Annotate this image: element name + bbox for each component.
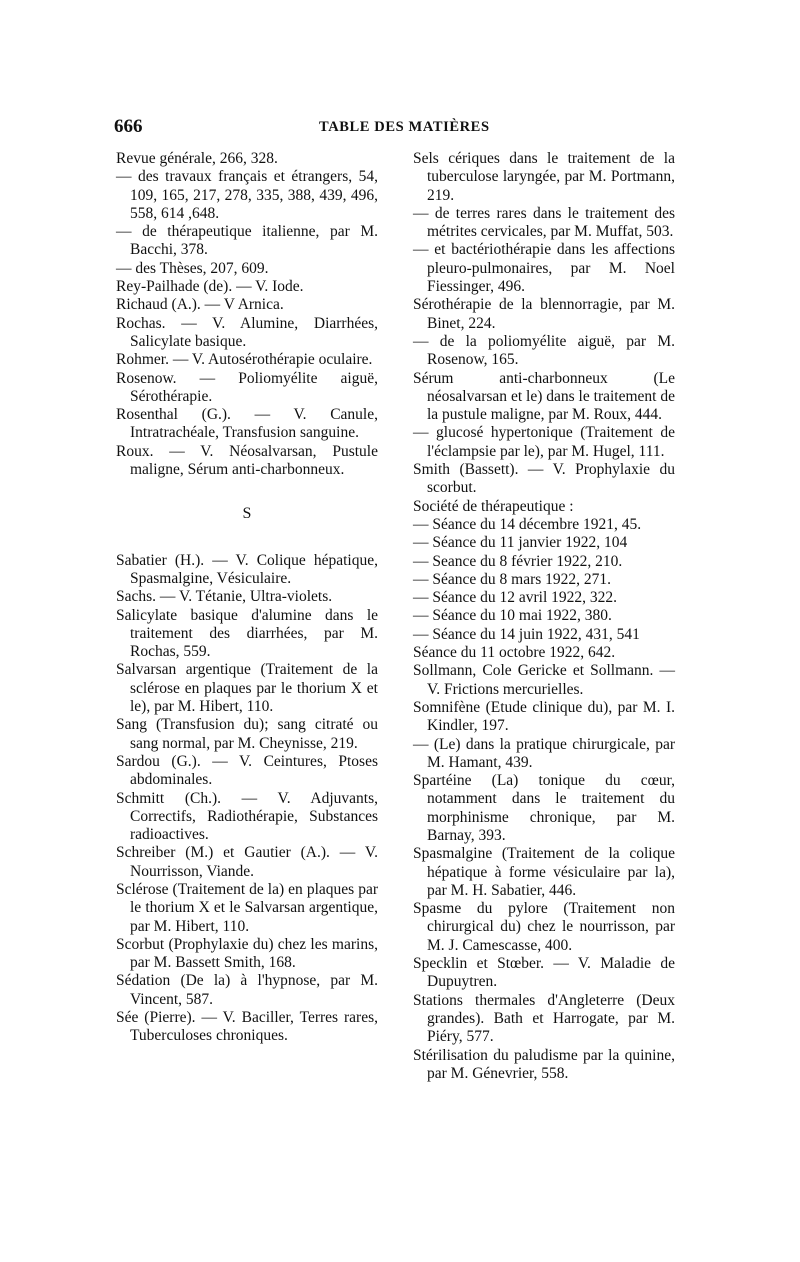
index-entry: Richaud (A.). — V Arnica. xyxy=(116,296,284,314)
index-entry: Rosenow. — Poliomyélite aiguë, Sérothérapie. xyxy=(116,369,378,405)
index-entry: — Seance du 8 février 1922, 210. xyxy=(413,552,623,570)
index-entry: Schmitt (Ch.). — V. Adjuvants, Correctifs, Radiothérapie, Substances radioactives. xyxy=(116,789,378,844)
index-entry: Rochas. — V. Alumine, Diarrhées, Salicylate basique. xyxy=(116,314,378,350)
index-entry: Scorbut (Prophylaxie du) chez les marins, par M. Bassett Smith, 168. xyxy=(116,935,378,972)
index-entry: Salvarsan argentique (Traitement de la sclérose en plaques par le thorium X et le), par M. Hibert, 110. xyxy=(116,661,378,716)
index-entry: Sclérose (Traitement de la) en plaques par le thorium X et le Salvarsan argentique, par M. Hibert, 110. xyxy=(116,880,378,935)
index-entry: — Séance du 12 avril 1922, 322. xyxy=(413,589,618,607)
index-entry: Smith (Bassett). — V. Prophylaxie du scorbut. xyxy=(413,461,675,497)
index-entry: Spartéine (La) tonique du cœur, notamment dans le traitement du morphinisme chronique, par M. Barnay, 393. xyxy=(413,772,675,844)
index-entry: Somnifène (Etude clinique du), par M. I. Kindler, 197. xyxy=(413,698,675,735)
right-column xyxy=(413,150,675,1083)
index-entry: Sérum anti-charbonneux (Le néosalvarsan et le) dans le traitement de la pustule maligne, par M. Roux, 444. xyxy=(413,369,675,424)
index-entry: — de terres rares dans le traitement des métrites cervicales, par M. Muffat, 503. xyxy=(413,204,675,241)
index-entry: Sardou (G.). — V. Ceintures, Ptoses abdominales. xyxy=(116,752,378,789)
index-entry: Rosenthal (G.). — V. Canule, Intratrachéale, Transfusion sanguine. xyxy=(116,406,378,442)
index-entry: Sérothérapie de la blennorragie, par M. Binet, 224. xyxy=(413,296,675,332)
index-entry: Spasme du pylore (Traitement non chirurgical du) chez le nourrisson, par M. J. Camescasse, 400. xyxy=(413,900,675,954)
index-entry: Sédation (De la) à l'hypnose, par M. Vincent, 587. xyxy=(116,972,378,1008)
index-entry: — Séance du 8 mars 1922, 271. xyxy=(413,570,612,588)
index-entry: Revue générale, 266, 328. xyxy=(116,150,278,167)
index-entry: Rohmer. — V. Autosérothérapie oculaire. xyxy=(116,351,373,369)
index-entry: Stations thermales d'Angleterre (Deux grandes). Bath et Harrogate, par M. Piéry, 577. xyxy=(413,991,675,1046)
index-entry: Sachs. — V. Tétanie, Ultra-violets. xyxy=(116,588,333,606)
index-entry: Sée (Pierre). — V. Baciller, Terres rares, Tuberculoses chroniques. xyxy=(116,1009,378,1045)
left-column xyxy=(116,150,378,1046)
index-entry: Société de thérapeutique : xyxy=(413,497,574,515)
index-entry: Stérilisation du paludisme par la quinine, par M. Génevrier, 558. xyxy=(413,1046,675,1082)
index-entry: Salicylate basique d'alumine dans le traitement des diarrhées, par M. Rochas, 559. xyxy=(116,606,378,661)
index-entry: Séance du 11 octobre 1922, 642. xyxy=(413,644,616,662)
page-number: 666 xyxy=(114,116,143,137)
index-entry: — Séance du 14 décembre 1921, 45. xyxy=(413,515,642,533)
index-entry: — (Le) dans la pratique chirurgicale, par M. Hamant, 439. xyxy=(413,735,675,771)
index-entry: — des Thèses, 207, 609. xyxy=(116,259,269,277)
page-header xyxy=(114,116,674,138)
index-entry: — et bactériothérapie dans les affections pleuro-pulmonaires, par M. Noel Fiessinger, 496. xyxy=(413,241,675,296)
running-title: TABLE DES MATIÈRES xyxy=(319,119,490,135)
index-entry: — Séance du 11 janvier 1922, 104 xyxy=(413,534,628,552)
index-entry: — des travaux français et étrangers, 54, 109, 165, 217, 278, 335, 388, 439, 496, 558, 614 ,648. xyxy=(116,168,378,222)
index-entry: Rey-Pailhade (de). — V. Iode. xyxy=(116,278,304,296)
index-entry: — glucosé hypertonique (Traitement de l'éclampsie par le), par M. Hugel, 111. xyxy=(413,424,675,460)
index-entry: Specklin et Stœber. — V. Maladie de Dupuytren. xyxy=(413,955,675,991)
index-entry: Sels cériques dans le traitement de la tuberculose laryngée, par M. Portmann, 219. xyxy=(413,150,675,204)
index-entry: — de la poliomyélite aiguë, par M. Rosenow, 165. xyxy=(413,332,675,369)
index-entry: Spasmalgine (Traitement de la colique hépatique à forme vésiculaire par la), par M. H. Sabatier, 446. xyxy=(413,845,675,899)
index-entry: Schreiber (M.) et Gautier (A.). — V. Nourrisson, Viande. xyxy=(116,844,378,880)
index-entry: Sabatier (H.). — V. Colique hépatique, Spasmalgine, Vésiculaire. xyxy=(116,551,378,587)
index-entry: — de thérapeutique italienne, par M. Bacchi, 378. xyxy=(116,223,378,259)
index-entry: Sollmann, Cole Gericke et Sollmann. — V. Frictions mercurielles. xyxy=(413,662,675,698)
index-entry: Roux. — V. Néosalvarsan, Pustule maligne, Sérum anti-charbonneux. xyxy=(116,442,378,479)
index-entry: Sang (Transfusion du); sang citraté ou sang normal, par M. Cheynisse, 219. xyxy=(116,716,378,752)
index-entry: — Séance du 10 mai 1922, 380. xyxy=(413,607,612,625)
index-entry: — Séance du 14 juin 1922, 431, 541 xyxy=(413,625,640,643)
section-letter: S xyxy=(242,505,252,523)
